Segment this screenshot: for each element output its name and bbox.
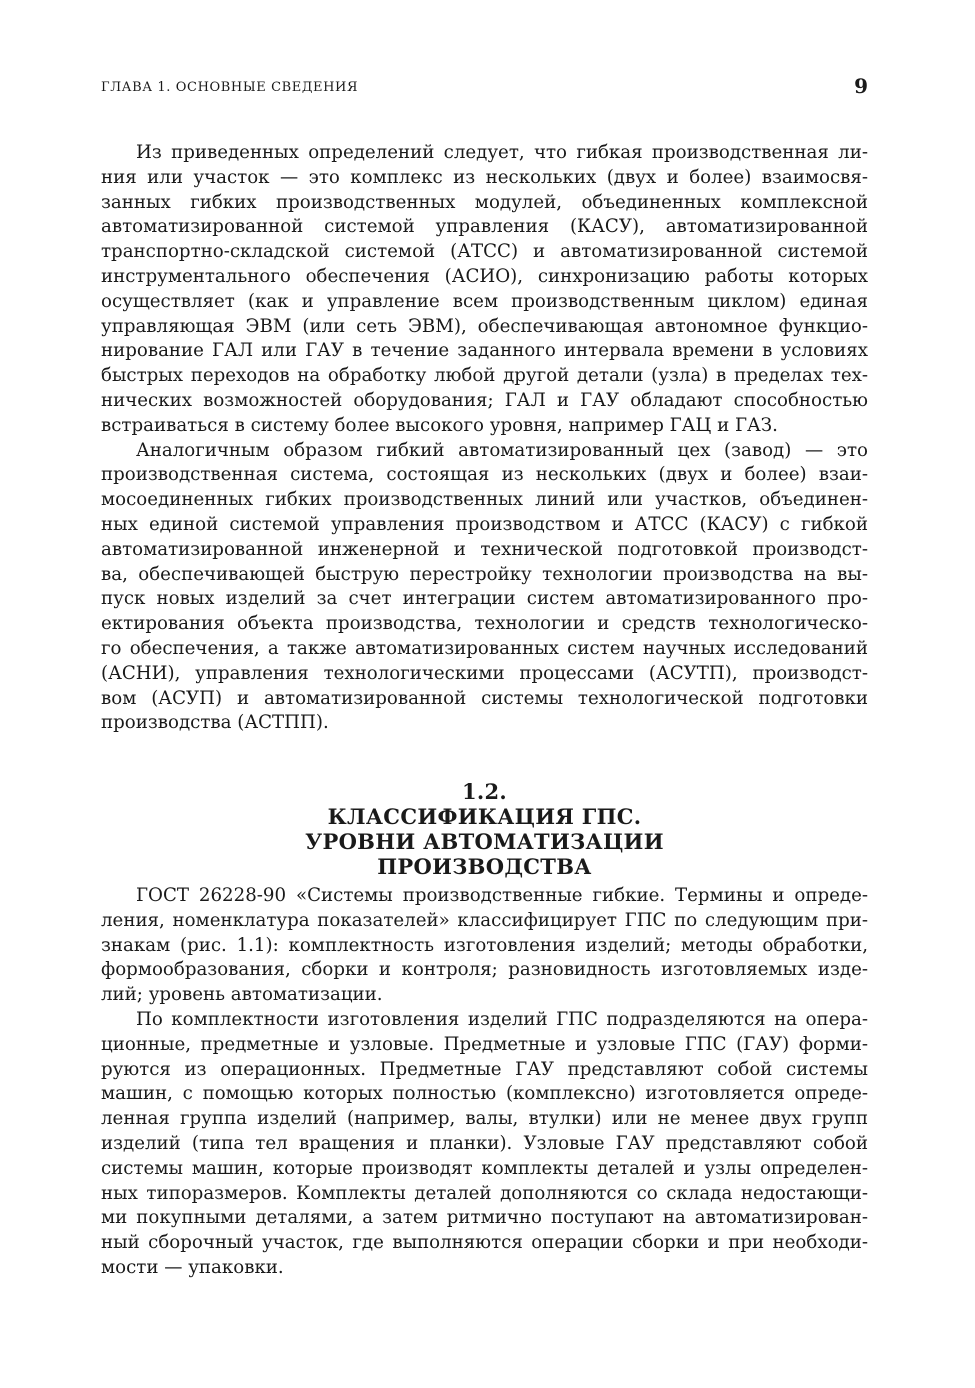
text-line: инструментального обеспечения (АСИО), синхронизацию работы которых — [101, 265, 868, 287]
text-line: осуществляет (как и управление всем производственным циклом) единая — [101, 290, 868, 312]
text-line: машин, с помощью которых полностью (комплексно) изготовляется опреде- — [101, 1083, 868, 1105]
text-line: управляющая ЭВМ (или сеть ЭВМ), обеспечивающая автономное функцио- — [101, 315, 868, 337]
text-line: ГОСТ 26228-90 «Системы производственные гибкие. Термины и опреде- — [136, 885, 868, 906]
text-line: мости — упаковки. — [101, 1256, 284, 1278]
text-line: быстрых переходов на обработку любой другой детали (узла) в пределах тех- — [101, 365, 868, 387]
text-line: ми покупными деталями, а затем ритмично поступают на автоматизирован- — [101, 1207, 868, 1229]
text-line: мосоединенных гибких производственных линий или участков, объединен- — [101, 489, 868, 511]
text-line: руются из операционных. Предметные ГАУ представляют собой системы — [101, 1058, 868, 1080]
text-line: изделий (типа тел вращения и планки). Узловые ГАУ представляют собой — [101, 1132, 868, 1154]
text-line: системы машин, которые производят комплекты деталей и узлы определен- — [101, 1157, 868, 1179]
text-line: транспортно-складской системой (АТСС) и автоматизированной системой — [101, 241, 868, 263]
text-line: ный сборочный участок, где выполняются операции сборки и при необходи- — [101, 1232, 868, 1254]
text-line: Аналогичным образом гибкий автоматизированный цех (завод) — это — [136, 439, 868, 461]
section-title-line: УРОВНИ АВТОМАТИЗАЦИИ — [305, 829, 664, 854]
text-line: ных единой системой управления производством и АТСС (КАСУ) с гибкой — [101, 513, 868, 535]
text-line: ва, обеспечивающей быструю перестройку технологии производства на вы- — [101, 563, 868, 585]
text-line: вом (АСУП) и автоматизированной системы технологической подготовки — [101, 687, 868, 709]
text-line: лий; уровень автоматизации. — [101, 984, 383, 1006]
text-line: ния или участок — это комплекс из нескольких (двух и более) взаимосвя- — [101, 166, 868, 188]
text-line: пуск новых изделий за счет интеграции систем автоматизированного про- — [101, 588, 868, 610]
text-line: формообразования, сборки и контроля; разновидность изготовляемых изде- — [101, 959, 868, 981]
text-line: (АСНИ), управления технологическими процессами (АСУТП), производст- — [101, 662, 868, 684]
text-line: По комплектности изготовления изделий ГПС подразделяются на опера- — [136, 1008, 868, 1030]
text-line: го обеспечения, а также автоматизированных систем научных исследований — [101, 637, 868, 659]
body-text-block-2 — [101, 884, 868, 1281]
text-line: производства (АСТПП). — [101, 712, 329, 734]
text-line: ленная группа изделий (например, валы, втулки) или не менее двух групп — [101, 1108, 868, 1130]
text-line: ционные, предметные и узловые. Предметные и узловые ГПС (ГАУ) форми- — [101, 1033, 868, 1055]
text-line: Из приведенных определений следует, что гибкая производственная ли- — [136, 142, 868, 163]
text-line: ных типоразмеров. Комплекты деталей дополняются со склада недостающи- — [101, 1182, 868, 1204]
text-line: нических возможностей оборудования; ГАЛ и ГАУ обладают способностью — [101, 389, 868, 411]
section-number: 1.2. — [461, 779, 508, 804]
running-header: ГЛАВА 1. ОСНОВНЫЕ СВЕДЕНИЯ — [101, 80, 359, 95]
text-line: автоматизированной системой управления (КАСУ), автоматизированной — [101, 216, 868, 238]
section-title-line: ПРОИЗВОДСТВА — [377, 854, 592, 879]
text-line: ления, номенклатура показателей» классифицирует ГПС по следующим при- — [101, 909, 868, 931]
text-line: автоматизированной инженерной и технической подготовкой производст- — [101, 538, 868, 560]
text-line: производственная система, состоящая из нескольких (двух и более) взаи- — [101, 464, 868, 486]
text-line: ектирования объекта производства, технологии и средств технологическо- — [101, 613, 868, 635]
body-text-block-1 — [101, 141, 868, 736]
page-number: 9 — [854, 74, 868, 98]
section-title-line: КЛАССИФИКАЦИЯ ГПС. — [327, 804, 642, 829]
text-line: встраиваться в систему более высокого уровня, например ГАЦ и ГАЗ. — [101, 414, 778, 436]
text-line: занных гибких производственных модулей, объединенных комплексной — [101, 191, 868, 213]
text-line: нирование ГАЛ или ГАУ в течение заданного интервала времени в условиях — [101, 340, 868, 362]
section-heading — [101, 779, 868, 879]
text-line: знакам (рис. 1.1): комплектность изготовления изделий; методы обработки, — [101, 934, 868, 956]
